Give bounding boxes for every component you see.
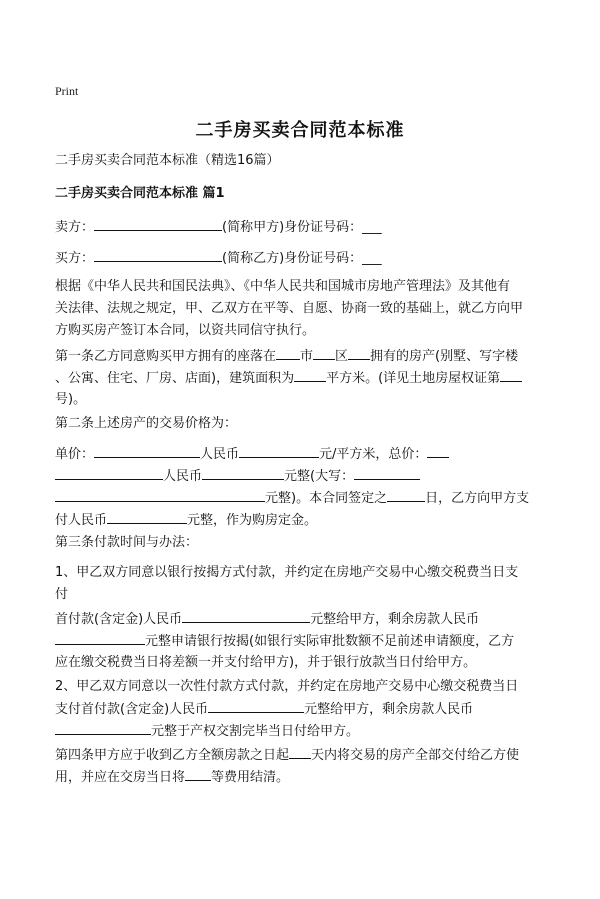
rmb-label-2: 人民币	[163, 469, 203, 484]
lump-sum-label: 支付首付款(含定金)人民币	[55, 702, 209, 717]
buyer-label: 买方：	[55, 251, 95, 266]
unit-price-label: 单价：	[55, 447, 95, 462]
article-3: 第三条付款时间与办法：	[55, 535, 199, 550]
buyer-name-blank[interactable]	[94, 247, 222, 262]
mortgage-amount-blank[interactable]	[55, 630, 145, 645]
unit-price-blank[interactable]	[94, 443, 200, 458]
seller-suffix: (简称甲方)身份证号码：___	[222, 220, 382, 235]
article-1-line-3: 号)。	[55, 392, 87, 407]
print-label: Print	[55, 84, 79, 98]
payment-1b-line-3: 应在缴交税费当日将差额一并支付给甲方)，并于银行放款当日付给甲方。	[55, 655, 477, 670]
unit-price-amount-blank[interactable]	[239, 443, 319, 458]
article-4-line-1	[55, 744, 550, 767]
payment-1-line-2: 付	[55, 587, 69, 602]
signing-days-blank[interactable]	[387, 487, 425, 502]
payment-2-line-3	[55, 720, 550, 743]
amount-words-blank-2[interactable]	[55, 487, 265, 502]
lump-remaining-label: 元整给甲方，剩余房款人民币	[304, 702, 474, 717]
payment-1b-line-2	[55, 630, 550, 653]
total-rmb-blank[interactable]	[202, 465, 284, 480]
article-1-line-2	[55, 367, 550, 390]
amount-words-blank[interactable]	[354, 465, 420, 480]
price-line-1	[55, 443, 550, 466]
seller-label: 卖方：	[55, 220, 95, 235]
down-payment-label: 首付款(含定金)人民币	[55, 612, 183, 627]
area-text: 、公寓、住宅、厂房、店面)，建筑面积为	[55, 371, 295, 386]
lump-sum-blank[interactable]	[208, 698, 304, 713]
mortgage-text: 元整申请银行按揭(如银行实际审批数额不足前述申请额度，乙方	[145, 634, 515, 649]
remaining-label: 元整给甲方，剩余房款人民币	[310, 612, 480, 627]
seller-line	[55, 216, 550, 239]
rmb-label: 人民币	[200, 447, 240, 462]
article-1-line-1	[55, 345, 550, 368]
settlement-blank[interactable]	[185, 766, 211, 781]
payment-2-line-2	[55, 698, 550, 721]
price-line-4	[55, 509, 550, 532]
payment-2-line-1: 2、甲乙双方同意以一次性付款方式付款，并约定在房地产交易中心缴交税费当日	[55, 679, 519, 694]
article-4-line-2	[55, 766, 550, 789]
seller-name-blank[interactable]	[94, 216, 222, 231]
deposit-rmb-label: 付人民币	[55, 513, 108, 528]
delivery-days-blank[interactable]	[289, 744, 311, 759]
deposit-amount-blank[interactable]	[107, 509, 187, 524]
delivery-text: 第四条甲方应于收到乙方全额房款之日起	[55, 748, 290, 763]
lump-remaining-text: 元整于产权交割完毕当日付给甲方。	[151, 724, 360, 739]
amount-words-label: 元整(大写：	[284, 469, 355, 484]
payment-1-line-1: 1、甲乙双方同意以银行按揭方式付款，并约定在房地产交易中心缴交税费当日支	[55, 565, 519, 580]
district-label: 区	[335, 349, 349, 364]
payment-1b-line-1	[55, 608, 550, 631]
area-blank[interactable]	[294, 367, 326, 382]
delivery-suffix: 天内将交易的房产全部交付给乙方使	[311, 748, 520, 763]
total-price-label: 元/平方米，总价：	[319, 447, 428, 462]
price-line-3	[55, 487, 550, 510]
property-type-text: 拥有的房产(别墅、写字楼	[370, 349, 519, 364]
deposit-text: 日，乙方向甲方支	[425, 491, 530, 506]
subtitle: 二手房买卖合同范本标准（精选16篇）	[55, 153, 280, 168]
total-price-amount-blank[interactable]	[55, 465, 163, 480]
district-blank[interactable]	[313, 345, 335, 360]
intro-line-3: 方购买房产签订本合同，以资共同信守执行。	[55, 323, 316, 338]
deposit-suffix: 元整，作为购房定金。	[187, 513, 318, 528]
price-line-2	[55, 465, 550, 488]
total-price-blank[interactable]	[427, 443, 449, 458]
buyer-line	[55, 247, 550, 270]
down-payment-blank[interactable]	[182, 608, 310, 623]
signing-text: 元整)。本合同签定之	[265, 491, 388, 506]
document-title: 二手房买卖合同范本标准	[195, 120, 405, 141]
certificate-text: 平方米。(详见土地房屋权证第	[326, 371, 501, 386]
section-heading: 二手房买卖合同范本标准 篇1	[55, 186, 225, 201]
lump-remaining-blank[interactable]	[55, 720, 151, 735]
article-1-text: 第一条乙方同意购买甲方拥有的座落在	[55, 349, 277, 364]
location-blank[interactable]	[348, 345, 370, 360]
settlement-text: 用，并应在交房当日将	[55, 770, 186, 785]
intro-line-2: 关法律、法规之规定，甲、乙双方在平等、自愿、协商一致的基础上，就乙方向甲	[55, 301, 524, 316]
city-blank[interactable]	[276, 345, 300, 360]
settlement-suffix: 等费用结清。	[211, 770, 290, 785]
certificate-blank[interactable]	[500, 367, 522, 382]
city-label: 市	[300, 349, 314, 364]
intro-line-1: 根据《中华人民共和国民法典》、《中华人民共和国城市房地产管理法》及其他有	[55, 279, 511, 294]
article-2: 第二条上述房产的交易价格为：	[55, 416, 238, 431]
buyer-suffix: (简称乙方)身份证号码：___	[222, 251, 382, 266]
